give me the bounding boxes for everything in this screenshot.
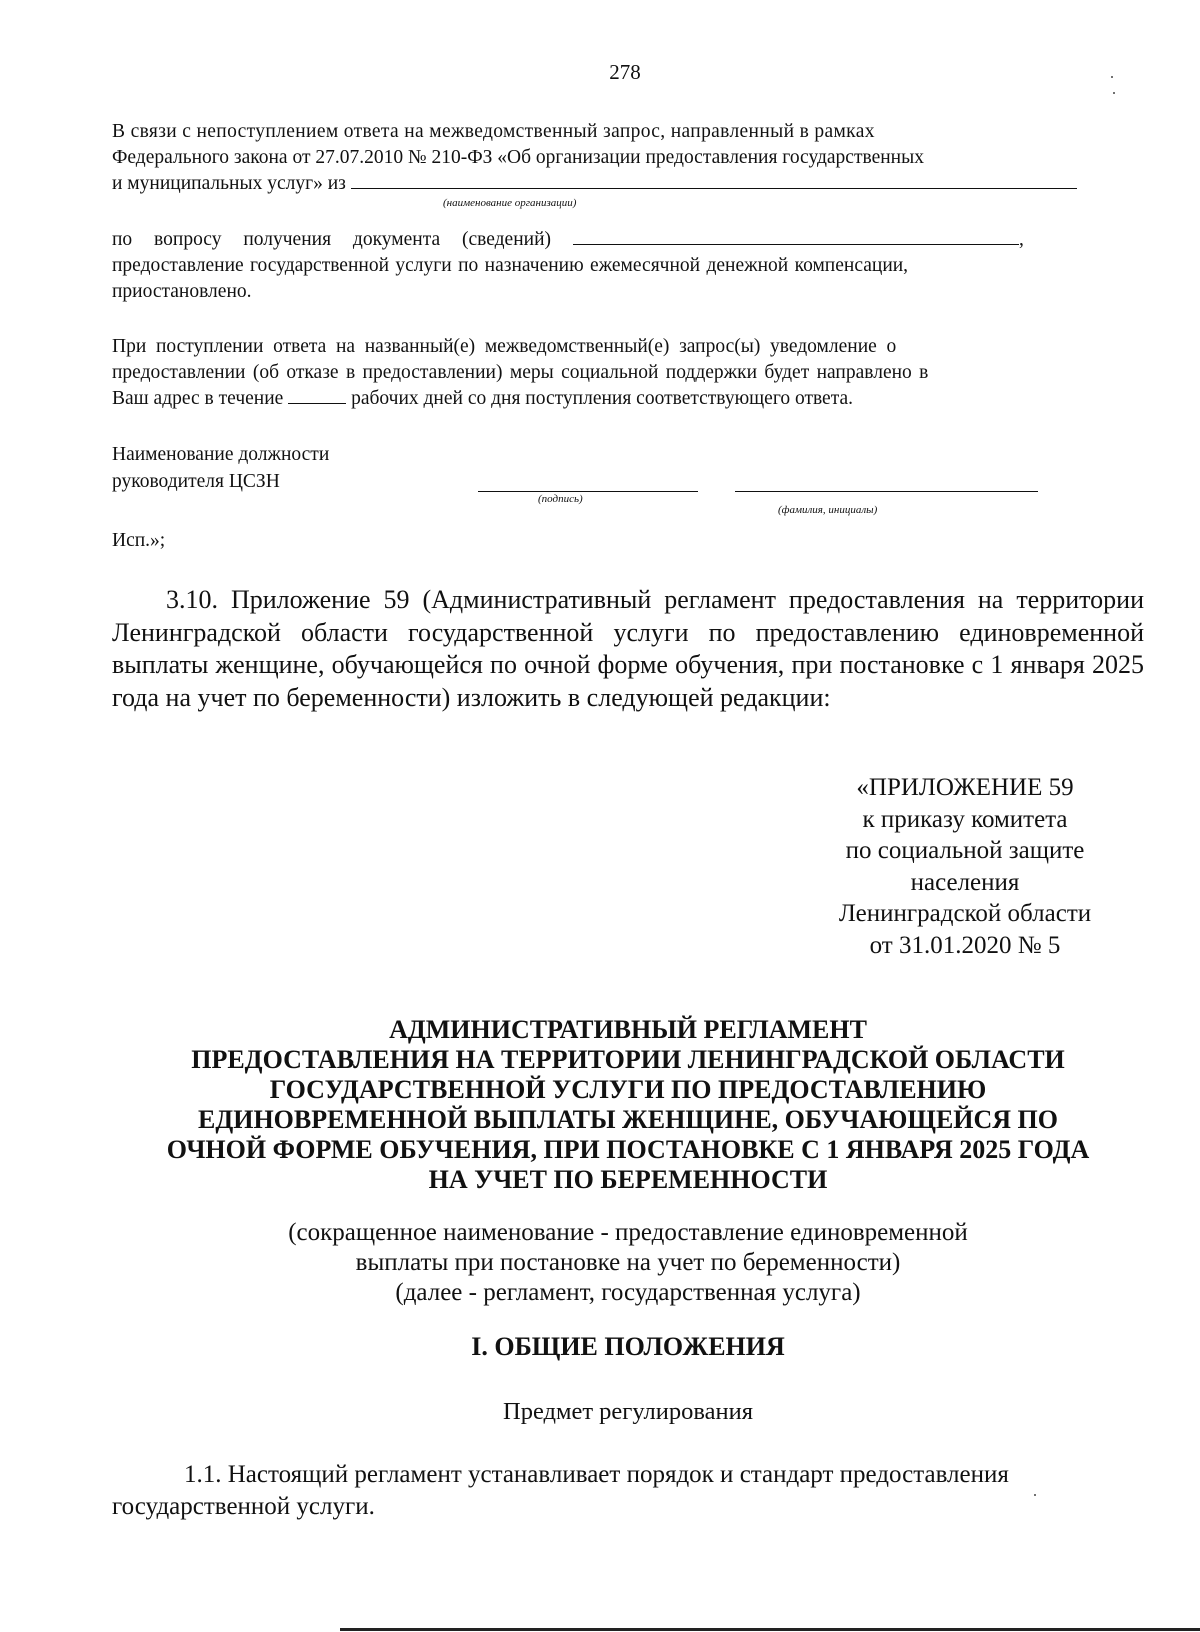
signature-caption: (подпись) [538, 493, 583, 505]
page-number: 278 [609, 60, 641, 84]
short-name-line: выплаты при постановке на учет по беременности) [355, 1249, 901, 1276]
paragraph-text: 3.10. Приложение 59 (Административный регламент предоставления на территории Ленинградской области государственной услуги по предоставлению единовременной выплаты женщине, обучающейся по очной форме обучения, при постановке с 1 января 2025 года на учет по беременности) изложить в следующей редакции: [112, 585, 1144, 712]
notice-line [112, 386, 1144, 412]
section-title: I. ОБЩИЕ ПОЛОЖЕНИЯ [471, 1332, 785, 1361]
organization-caption: (наименование организации) [443, 197, 577, 209]
notice-text: Ваш адрес в течение [112, 388, 284, 409]
title-line: ПРЕДОСТАВЛЕНИЯ НА ТЕРРИТОРИИ ЛЕНИНГРАДСКОЙ ОБЛАСТИ [191, 1045, 1065, 1074]
name-line [735, 491, 1038, 492]
paragraph-text: 1.1. Настоящий регламент устанавливает порядок и стандарт предоставления государственной услуги. [112, 1461, 1009, 1520]
short-name-line: (далее - регламент, государственная услуга) [395, 1279, 861, 1306]
annex-line: от 31.01.2020 № 5 [869, 931, 1061, 959]
scan-speck [1111, 76, 1113, 78]
notice-paragraph-1 [112, 119, 1144, 197]
notice-line: В связи с непоступлением ответа на межведомственный запрос, направленный в рамках [112, 121, 875, 142]
notice-text: и муниципальных услуг» из [112, 173, 346, 194]
annex-line: Ленинградской области [838, 900, 1092, 927]
notice-line [112, 171, 1144, 197]
regulation-title [112, 1015, 1144, 1195]
notice-paragraph-3 [112, 334, 1144, 412]
paragraph-3-10 [112, 584, 1144, 714]
scan-edge-line [340, 1628, 1200, 1631]
notice-line: Федерального закона от 27.07.2010 № 210-ФЗ «Об организации предоставления государственных [112, 147, 924, 168]
scan-speck [1113, 92, 1115, 94]
title-line: АДМИНИСТРАТИВНЫЙ РЕГЛАМЕНТ [389, 1015, 867, 1044]
subsection-title: Предмет регулирования [503, 1398, 753, 1425]
annex-line: населения [910, 868, 1020, 896]
organization-blank [351, 187, 1077, 189]
short-name [112, 1218, 1144, 1308]
notice-line: предоставлении (об отказе в предоставлении) меры социальной поддержки будет направлено в [112, 362, 929, 383]
signature-line [478, 491, 698, 492]
notice-text: по вопросу получения документа (сведений) [112, 229, 552, 250]
annex-reference [800, 772, 1130, 961]
name-caption: (фамилия, инициалы) [778, 504, 878, 516]
title-line: ГОСУДАРСТВЕННОЙ УСЛУГИ ПО ПРЕДОСТАВЛЕНИЮ [269, 1075, 987, 1104]
paragraph-1-1 [112, 1459, 1144, 1523]
scan-speck [1034, 1494, 1036, 1496]
signer-line: руководителя ЦСЗН [112, 471, 280, 492]
notice-line [112, 227, 1144, 253]
notice-text: рабочих дней со дня поступления соответствующего ответа. [351, 388, 854, 409]
document-blank [573, 243, 1019, 245]
signer-position [112, 441, 329, 495]
notice-text: , [1019, 229, 1024, 250]
signer-line: Наименование должности [112, 444, 330, 465]
annex-line: по социальной защите [845, 837, 1085, 864]
annex-line: «ПРИЛОЖЕНИЕ 59 [856, 774, 1074, 801]
executor-note: Исп.»; [112, 530, 166, 551]
title-line: ОЧНОЙ ФОРМЕ ОБУЧЕНИЯ, ПРИ ПОСТАНОВКЕ С 1 ЯНВАРЯ 2025 ГОДА [166, 1135, 1090, 1164]
notice-paragraph-2 [112, 227, 1144, 305]
notice-line: приостановлено. [112, 281, 252, 302]
short-name-line: (сокращенное наименование - предоставление единовременной [288, 1219, 968, 1246]
notice-line: предоставление государственной услуги по назначению ежемесячной денежной компенсации, [112, 255, 909, 276]
notice-line: При поступлении ответа на названный(е) межведомственный(е) запрос(ы) уведомление о [112, 336, 897, 357]
title-line: ЕДИНОВРЕМЕННОЙ ВЫПЛАТЫ ЖЕНЩИНЕ, ОБУЧАЮЩЕЙСЯ ПО [197, 1105, 1059, 1134]
title-line: НА УЧЕТ ПО БЕРЕМЕННОСТИ [428, 1165, 828, 1194]
annex-line: к приказу комитета [862, 805, 1068, 833]
days-blank [288, 402, 346, 404]
